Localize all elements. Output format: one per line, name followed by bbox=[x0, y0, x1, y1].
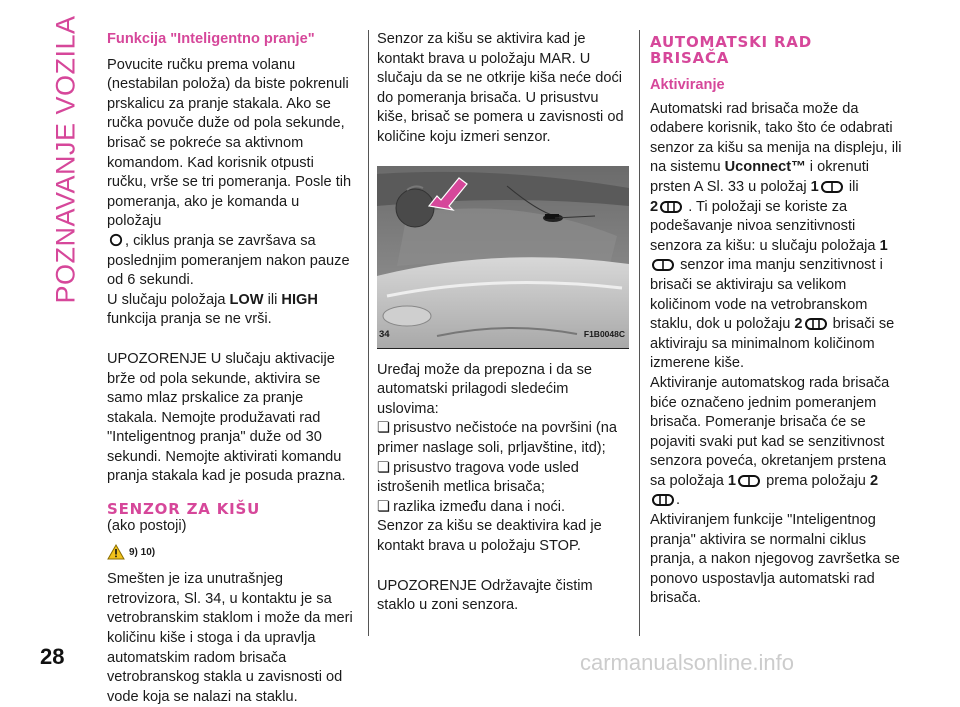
side-section-title: POZNAVANJE VOZILA bbox=[50, 14, 81, 304]
sensitivity-symbol-icon bbox=[821, 181, 843, 193]
watermark: carmanualsonline.info bbox=[580, 650, 795, 675]
figure-number: 34 bbox=[379, 328, 390, 340]
paragraph: Aktiviranje automatskog rada brisača biće označeno jednim pomeranjem brisača. Pomeranje brisača će se pojaviti svaki put kad se senzitivnost senzora poveća, okretanjem prstena sa položaja 1 prema položaju 2 . bbox=[650, 374, 890, 509]
figure-code: F1B0048C bbox=[583, 328, 625, 339]
warning-paragraph: UPOZORENJE Održavajte čistim staklo u zoni senzora. bbox=[377, 577, 593, 614]
column-1 bbox=[107, 30, 357, 707]
paragraph: Aktiviranjem funkcije "Inteligentnog pranja" aktivira se normalni ciklus pranja, a nakon njegovog završetka se ponovo uspostavlja automatski rad brisača. bbox=[650, 512, 900, 607]
section-title-auto-wipers: AUTOMATSKI RAD BRISAČA bbox=[650, 33, 812, 67]
column-2 bbox=[377, 30, 629, 616]
column-divider bbox=[368, 30, 369, 636]
sensitivity-symbol-icon bbox=[652, 494, 674, 506]
figure-rain-sensor-location bbox=[377, 166, 629, 349]
paragraph: Senzor za kišu se deaktivira kad je kontakt brava u položaju STOP. bbox=[377, 518, 602, 554]
list-item: ❏ prisustvo tragova vode usled istrošenih metlica brisača; bbox=[377, 459, 629, 498]
page-number: 28 bbox=[40, 644, 65, 669]
paragraph: Smešten je iza unutrašnjeg retrovizora, Sl. 34, u kontaktu je sa vetrobranskim staklom i može da meri količinu kiše i stoga i da upravlja automatskim radom brisača vetrobranskog stakla u zavisnosti od vode koja se nalazi na staklu. bbox=[107, 571, 353, 705]
rain-sensor-symbol-icon bbox=[109, 233, 123, 247]
section-title-rain-sensor: SENZOR ZA KIŠU bbox=[107, 500, 261, 519]
heading-intelligent-wash: Funkcija "Inteligentno pranje" bbox=[107, 31, 315, 47]
paragraph: U slučaju položaja LOW ili HIGH funkcija pranja se ne vrši. bbox=[107, 291, 318, 328]
sensitivity-symbol-icon bbox=[738, 475, 760, 487]
section-subtitle: (ako postoji) bbox=[107, 518, 187, 535]
warning-paragraph: UPOZORENJE U slučaju aktivacije brže od pola sekunde, aktivira se samo mlaz prskalice za pranje stakala. Nemojte produžavati rad "Inteligentnog pranja" duže od 30 sekundi. Nemojte aktivirati komandu pranja stakala kad je posuda prazna. bbox=[107, 350, 346, 485]
sensitivity-symbol-icon bbox=[805, 318, 827, 330]
sensitivity-symbol-icon bbox=[652, 259, 674, 271]
paragraph: Senzor za kišu se aktivira kad je kontakt brava u položaju MAR. U slučaju da se ne otkrije kiša neće doći do pomeranja brisača. U prisustvu kiše, brisač se pomera u zavisnosti od količine koju izmeri senzor. bbox=[377, 31, 624, 145]
sensitivity-symbol-icon bbox=[660, 201, 682, 213]
column-divider bbox=[639, 30, 640, 636]
warning-triangle-icon bbox=[107, 544, 125, 560]
paragraph: Uređaj može da prepozna i da se automatski prilagodi sledećim uslovima: bbox=[377, 361, 592, 417]
column-3 bbox=[650, 30, 902, 609]
car-windshield-illustration bbox=[377, 166, 629, 348]
paragraph: Povucite ručku prema volanu (nestabilan položa) da biste pokrenuli prskalicu za pranje stakala. Ako se ručka povuče duže od pola sekunde, brisač se pokreće sa aktivnom komandom. Kad korisnik otpusti ručku, vrše se tri pomeranja. Posle tih pomeranja, ako je komanda u položaju , ciklus pranja se završava sa poslednjim pomeranjem nakon pauze od 6 sekundi. bbox=[107, 56, 352, 289]
warning-reference: 9) 10) bbox=[107, 543, 357, 563]
list-item: ❏ prisustvo nečistoće na površini (na primer naslage soli, prljavštine, itd); bbox=[377, 419, 629, 458]
list-item: ❏ razlika između dana i noći. bbox=[377, 498, 629, 518]
subheading-activation: Aktiviranje bbox=[650, 77, 725, 93]
paragraph: Automatski rad brisača može da odabere korisnik, tako što će odabrati senzor za kišu sa menija na displeju, ili na sistemu Uconnect™ i okrenuti prsten A Sl. 33 u položaj 1 ili 2 . Ti položaji se koriste za podešavanje nivoa senzitivnosti senzora za kišu: u slučaju položaja 1 senzor ima manju senzitivnost i brisači se aktiviraju sa velikom količinom vode na vetrobranskom staklu, dok u položaju 2 brisači se aktiviraju sa minimalnom količinom izmerene kiše. bbox=[650, 100, 902, 372]
